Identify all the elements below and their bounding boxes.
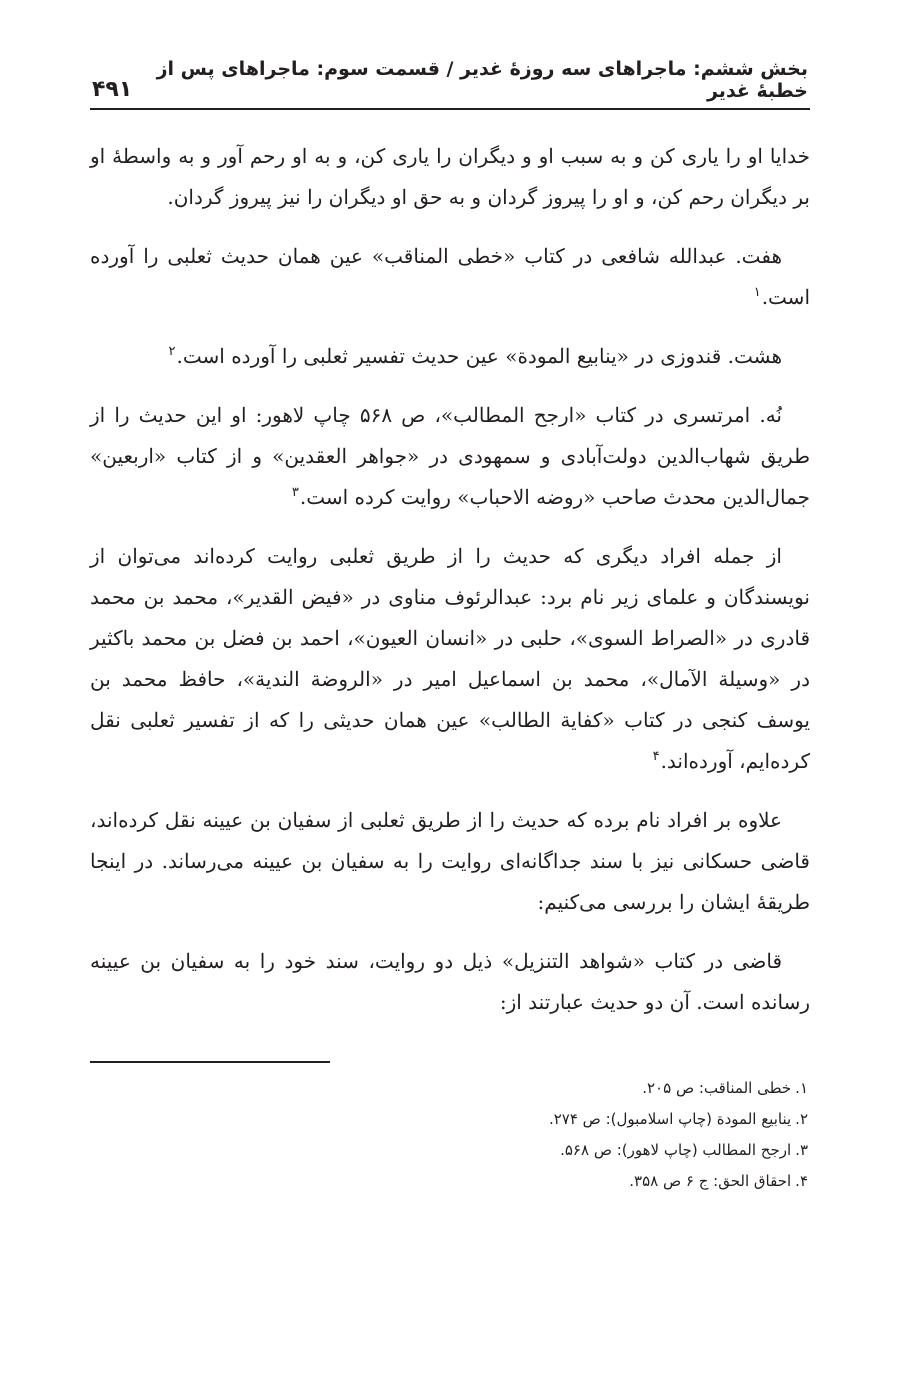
footnote	[90, 1166, 810, 1197]
page-number: ۴۹۱	[92, 77, 133, 102]
footnote-divider	[90, 1061, 330, 1063]
footnote	[90, 1135, 810, 1166]
paragraph-text: هفت. عبدالله شافعی در کتاب «خطی المناقب» عین همان حدیث ثعلبی را آورده است.	[90, 244, 810, 309]
footnote-number: ۱.	[795, 1079, 808, 1097]
paragraph-text: نُه. امرتسری در کتاب «ارجح المطالب»، ص ۵۶۸ چاپ لاهور: او این حدیث را از طریق شهاب‌الدین دولت‌آبادی و سمهودی در «جواهر العقدین» و از کتاب «اربعین» جمال‌الدین محدث صاحب «روضه الاحباب» روایت کرده است.	[90, 403, 810, 509]
paragraph	[90, 336, 810, 377]
footnote-text: ارجح المطالب (چاپ لاهور): ص ۵۶۸.	[560, 1141, 792, 1159]
paragraph	[90, 136, 810, 218]
footnote-marker[interactable]: ۳	[291, 485, 299, 501]
footnote-marker[interactable]: ۱	[753, 285, 761, 301]
footnotes-list	[90, 1073, 810, 1197]
footnote-marker[interactable]: ۲	[168, 344, 176, 360]
paragraph	[90, 236, 810, 318]
body-text	[90, 136, 810, 1023]
footnote	[90, 1073, 810, 1104]
paragraph-text: علاوه بر افراد نام برده که حدیث را از طریق ثعلبی از سفیان بن عیینه نقل کرده‌اند، قاضی حسکانی نیز با سند جداگانه‌ای روایت را به سفیان بن عیینه می‌رساند. در اینجا طریقهٔ ایشان را بررسی می‌کنیم:	[90, 808, 810, 914]
footnote-text: خطی المناقب: ص ۲۰۵.	[642, 1079, 792, 1097]
footnote-number: ۴.	[795, 1172, 808, 1190]
paragraph-text: از جمله افراد دیگری که حدیث را از طریق ثعلبی روایت کرده‌اند می‌توان از نویسندگان و علمای زیر نام برد: عبدالرئوف مناوی در «فیض القدیر»، محمد بن محمد قادری در «الصراط السوی»، حلبی در «انسان العیون»، احمد بن فضل بن محمد باکثیر در «وسیلة الآمال»، محمد بن اسماعیل امیر در «الروضة الندیة»، حافظ محمد بن یوسف کنجی در کتاب «کفایة الطالب» عین همان حدیثی را که از تفسیر ثعلبی نقل کرده‌ایم، آورده‌اند.	[90, 544, 810, 773]
footnote-text: ینابیع المودة (چاپ اسلامبول): ص ۲۷۴.	[548, 1110, 792, 1128]
footnote-text: احقاق الحق: ج ۶ ص ۳۵۸.	[629, 1172, 792, 1190]
running-title: بخش ششم: ماجراهای سه روزهٔ غدیر / قسمت سوم: ماجراهای پس از خطبهٔ غدیر	[156, 58, 808, 102]
paragraph-text: قاضی در کتاب «شواهد التنزیل» ذیل دو روایت، سند خود را به سفیان بن عیینه رسانده است. آن دو حدیث عبارتند از:	[90, 949, 810, 1014]
footnote-marker[interactable]: ۴	[652, 749, 660, 765]
running-header	[90, 58, 810, 110]
paragraph	[90, 800, 810, 923]
book-page	[90, 58, 810, 1197]
paragraph-text: خدایا او را یاری کن و به سبب او و دیگران را یاری کن، و به او رحم آور و به واسطهٔ او بر دیگران رحم کن، و او را پیروز گردان و به حق او دیگران را نیز پیروز گردان.	[90, 144, 810, 209]
paragraph-text: هشت. قندوزی در «ینابیع المودة» عین حدیث تفسیر ثعلبی را آورده است.	[176, 344, 782, 368]
footnote	[90, 1104, 810, 1135]
paragraph	[90, 536, 810, 782]
paragraph	[90, 395, 810, 518]
paragraph	[90, 941, 810, 1023]
footnote-number: ۲.	[795, 1110, 808, 1128]
footnote-number: ۳.	[795, 1141, 808, 1159]
